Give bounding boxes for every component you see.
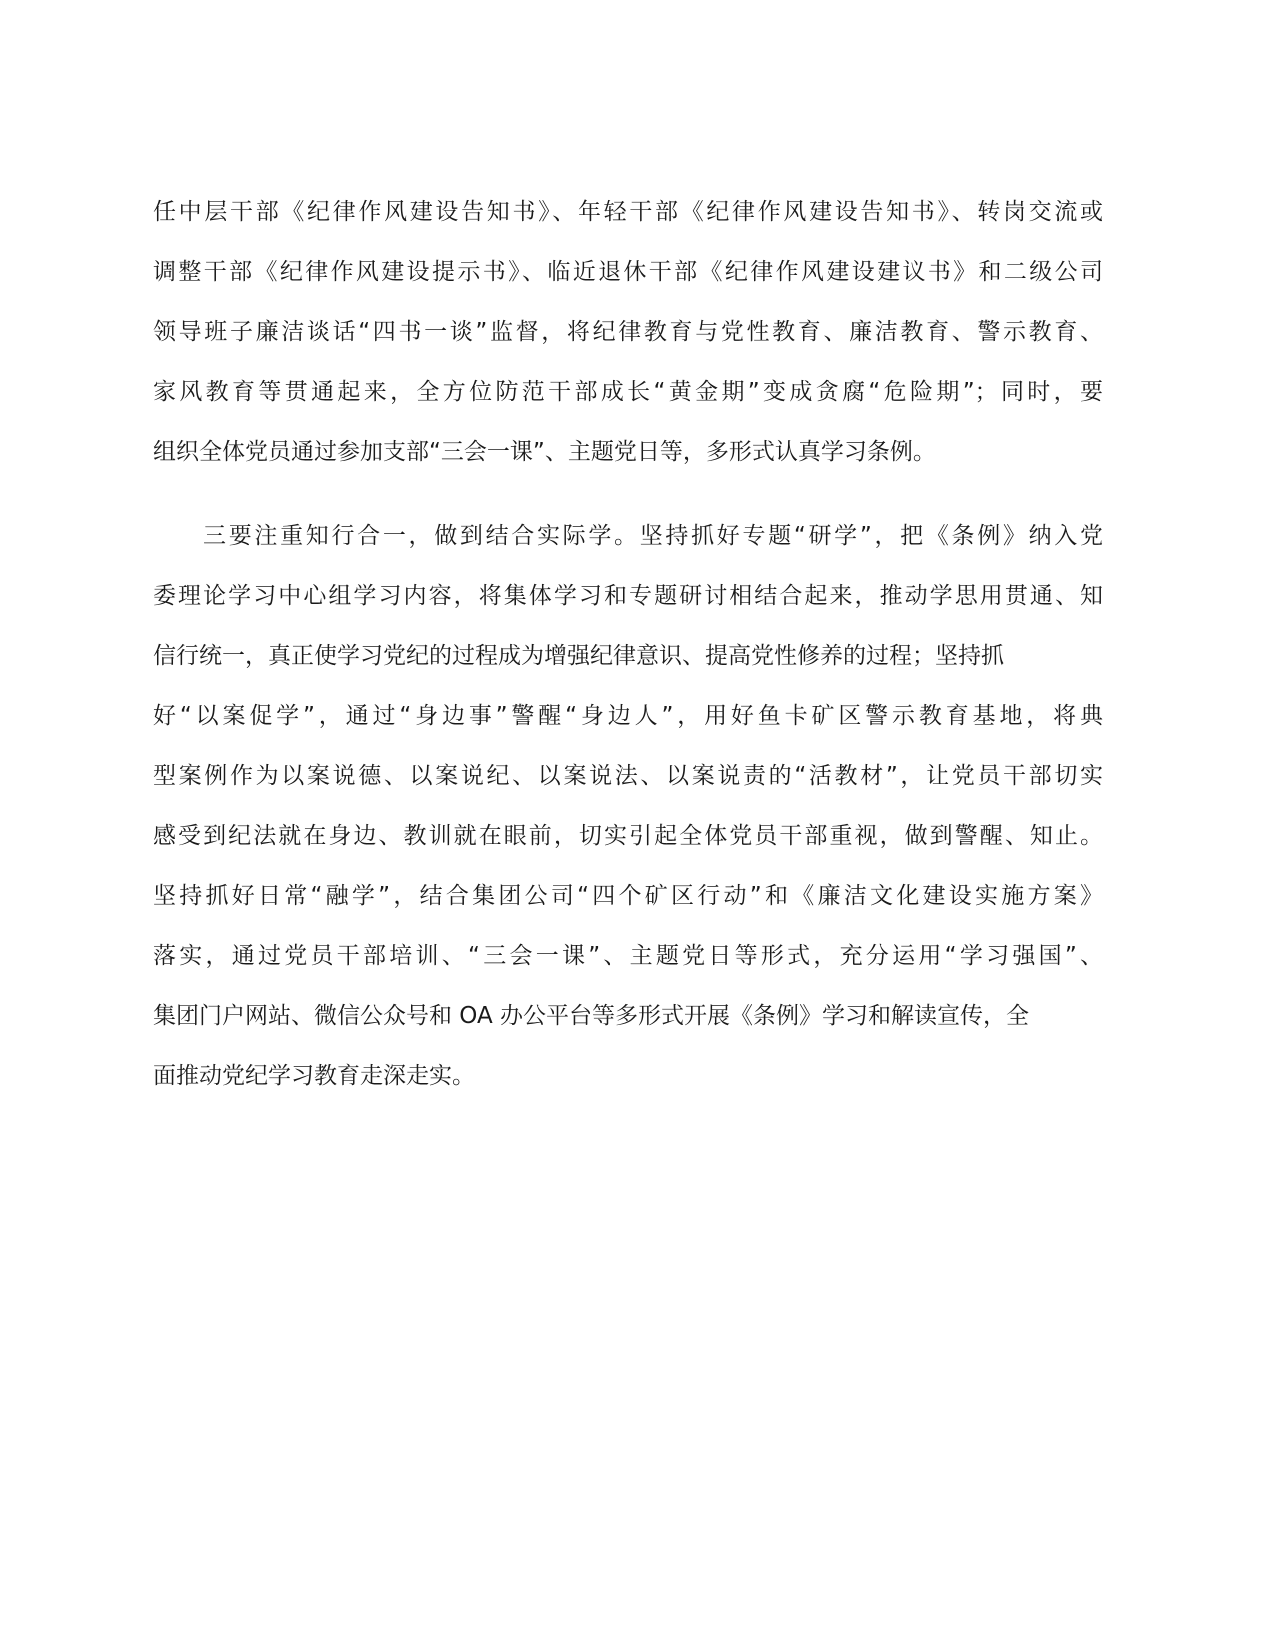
document-body [153,182,1103,1106]
paragraph-2 [153,506,1103,1106]
paragraph-1-line-4: 家风教育等贯通起来，全方位防范干部成长“黄金期”变成贪腐“危险期”；同时，要 [153,379,1103,405]
paragraph-1-line-5: 组织全体党员通过参加支部“三会一课”、主题党日等，多形式认真学习条例。 [153,439,936,465]
paragraph-2-line-5: 型案例作为以案说德、以案说纪、以案说法、以案说责的“活教材”，让党员干部切实 [153,763,1103,789]
paragraph-2-line-1: 三要注重知行合一，做到结合实际学。坚持抓好专题“研学”，把《条例》纳入党 [203,523,1103,549]
paragraph-2-line-6: 感受到纪法就在身边、教训就在眼前，切实引起全体党员干部重视，做到警醒、知止。 [153,823,1103,849]
paragraph-2-line-8: 落实，通过党员干部培训、“三会一课”、主题党日等形式，充分运用“学习强国”、 [153,943,1103,969]
paragraph-1 [153,182,1103,482]
paragraph-2-line-4: 好“以案促学”，通过“身边事”警醒“身边人”，用好鱼卡矿区警示教育基地，将典 [153,703,1103,729]
paragraph-2-line-10: 面推动党纪学习教育走深走实。 [153,1063,475,1089]
paragraph-1-line-3: 领导班子廉洁谈话“四书一谈”监督，将纪律教育与党性教育、廉洁教育、警示教育、 [153,319,1103,345]
paragraph-2-line-9: 集团门户网站、微信公众号和 OA 办公平台等多形式开展《条例》学习和解读宣传，全 [153,1003,1030,1029]
paragraph-2-line-2: 委理论学习中心组学习内容，将集体学习和专题研讨相结合起来，推动学思用贯通、知 [153,583,1103,609]
paragraph-1-line-2: 调整干部《纪律作风建设提示书》、临近退休干部《纪律作风建设建议书》和二级公司 [153,259,1103,285]
paragraph-2-line-3: 信行统一，真正使学习党纪的过程成为增强纪律意识、提高党性修养的过程；坚持抓 [153,643,1004,669]
paragraph-1-line-1: 任中层干部《纪律作风建设告知书》、年轻干部《纪律作风建设告知书》、转岗交流或 [153,199,1103,225]
paragraph-2-line-7: 坚持抓好日常“融学”，结合集团公司“四个矿区行动”和《廉洁文化建设实施方案》 [153,883,1103,909]
paragraph-spacer [153,482,1103,506]
